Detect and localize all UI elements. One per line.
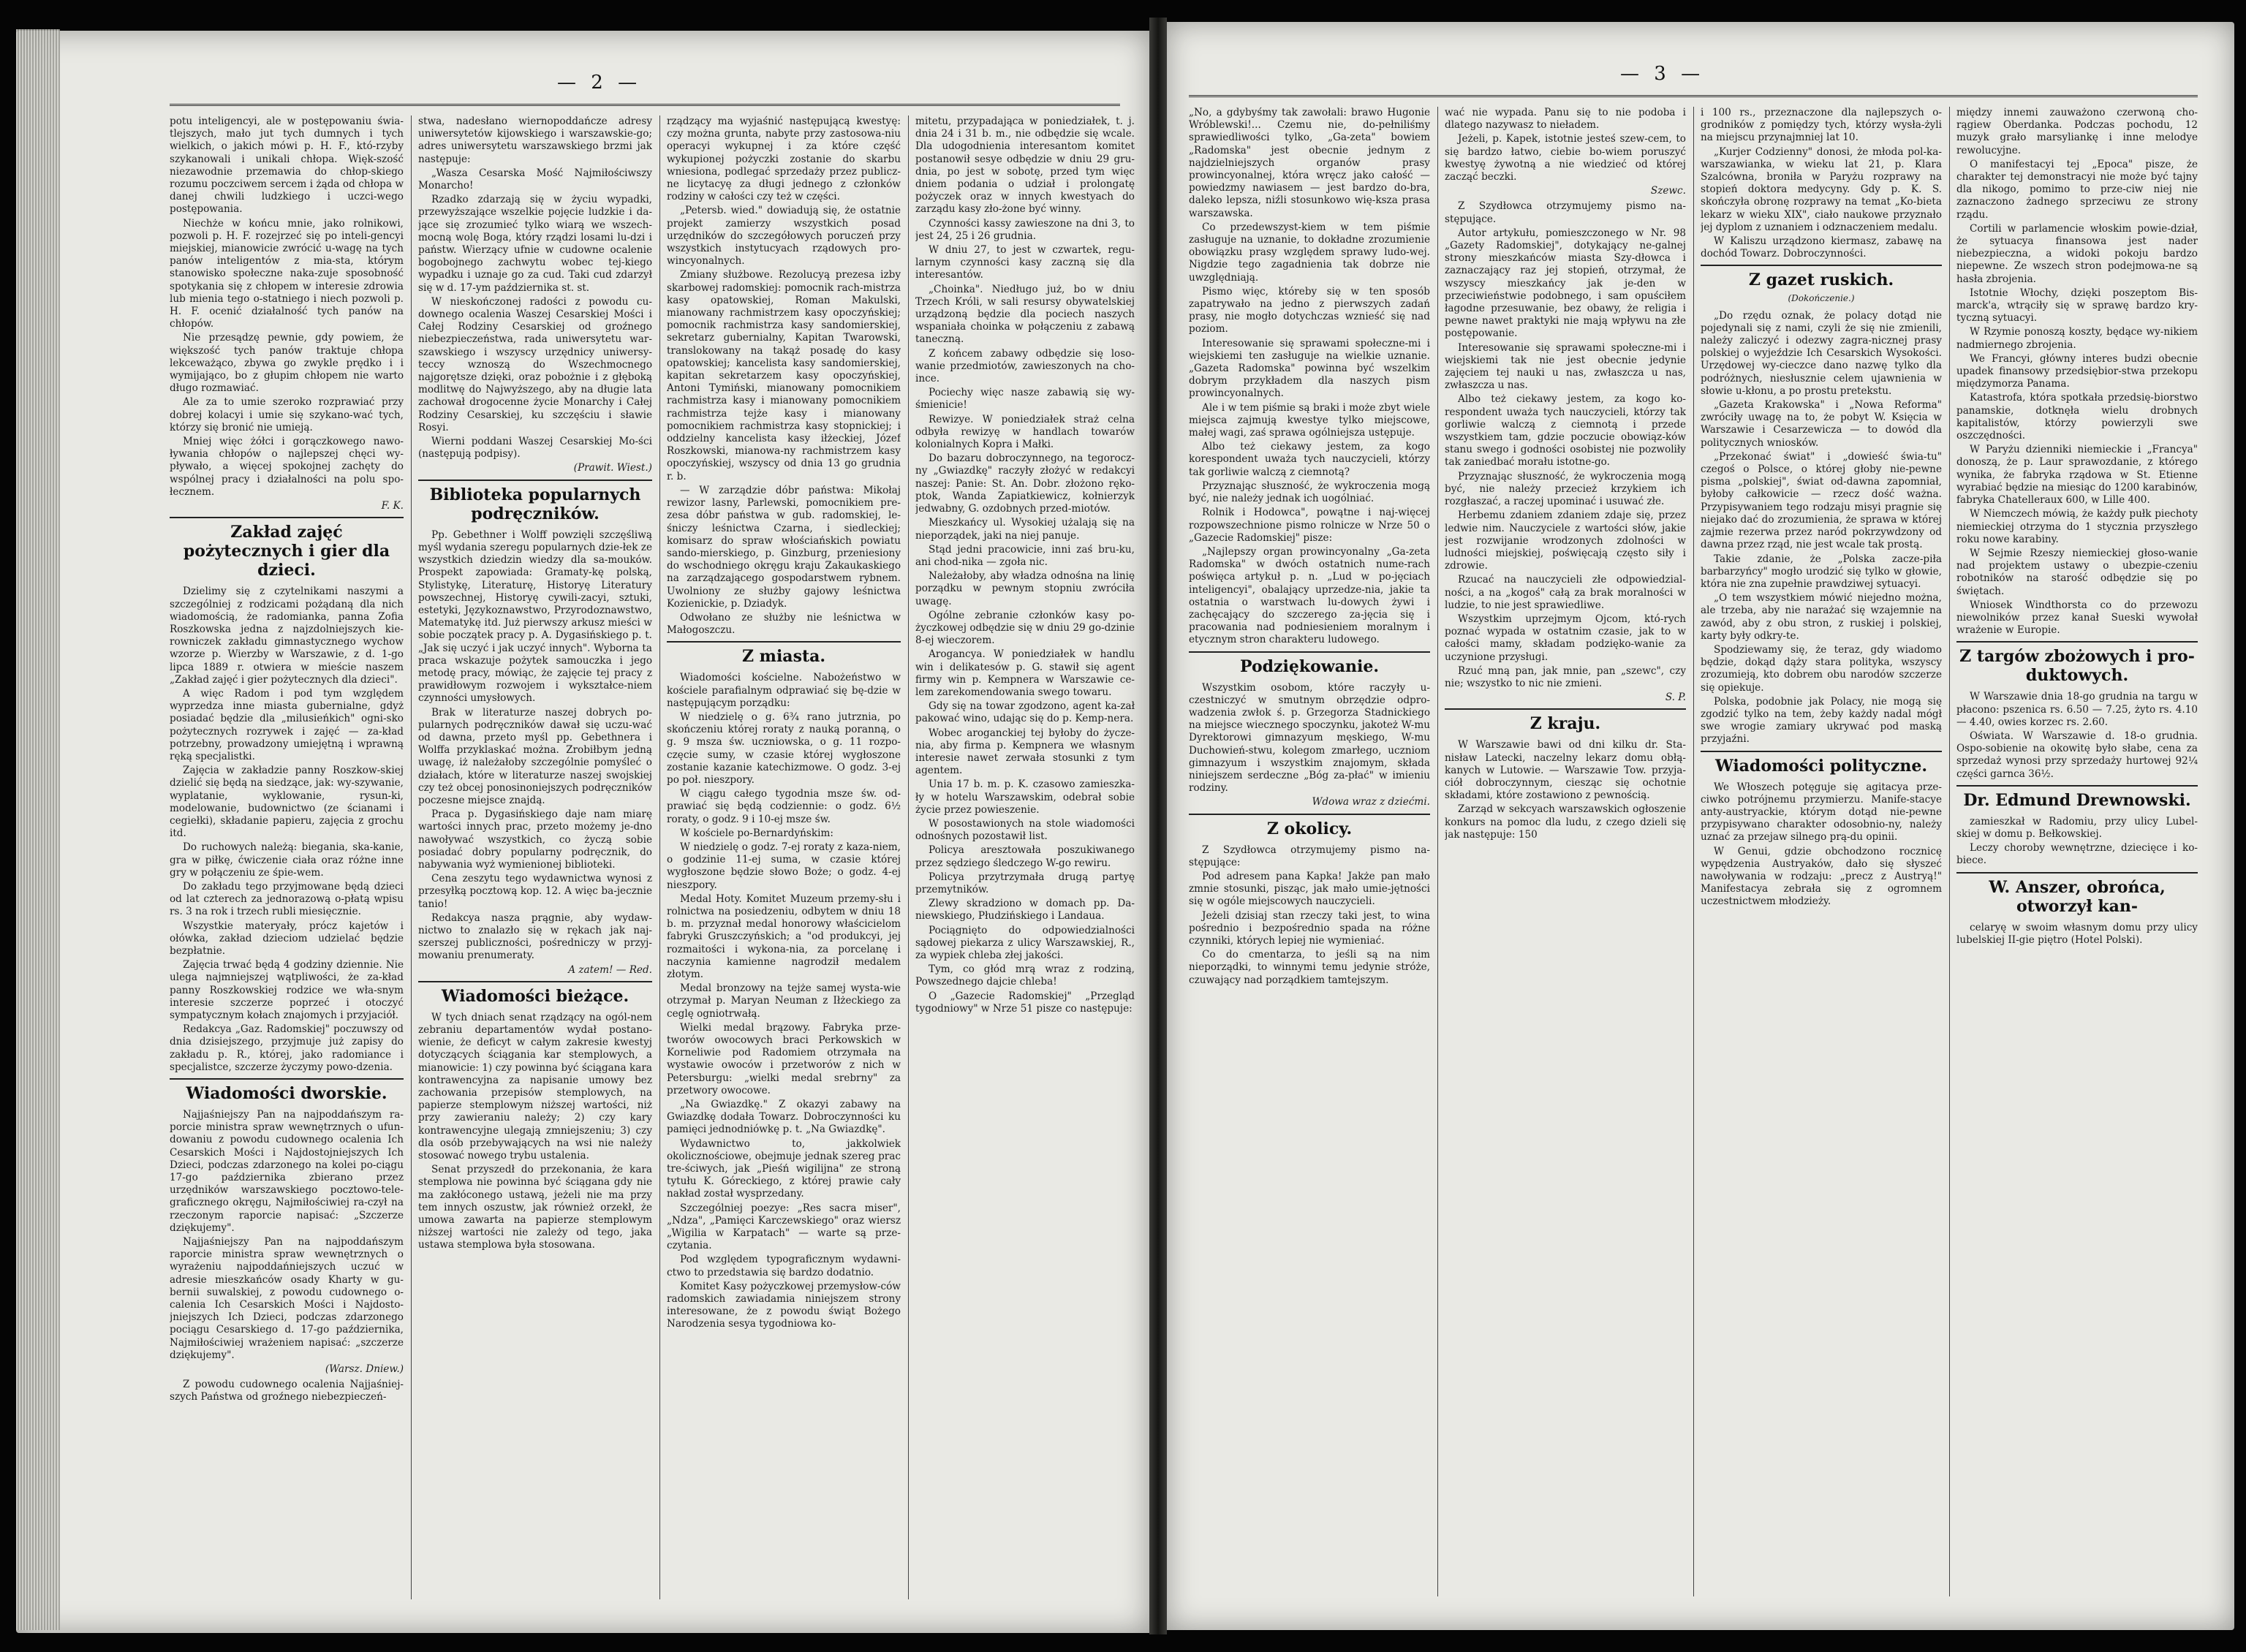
signature: A zatem! — Red. [568,963,652,976]
article-paragraph: Medal Hoty. Komitet Muzeum przemy-słu i rolnictwa na posiedzeniu, odbytem w dniu 18 b. m. przyznał medal honorowy właścicielom fabryki Gruszczyńskich; a "od produkcyi, jej rozmaitości i wykona-nia, za porcelanę i naczynia kamienne nagrodził medalem złotym. [667,893,901,980]
article-paragraph: Rzuć mną pan, jak mnie, pan „szewc", czy nie; wszystko to nic nie zmieni. [1445,664,1686,689]
article-paragraph: „Wasza Cesarska Mość Najmiłościwszy Monarcho! [418,167,652,192]
section-heading: Z okolicy. [1266,819,1353,838]
article-paragraph: W Genui, gdzie obchodzono rocznicę wypędzenia Austryaków, dało się słyszeć nawoływania w rodzaju: „precz z Austryą!" Manifestacya zebrała się z ogromnem uczestnictwem młodzieży. [1701,845,1942,908]
column-divider [1437,107,1438,1596]
section-note: (Dokończenie.) [1788,293,1855,304]
article-paragraph: Spodziewamy się, że teraz, gdy wiadomo będzie, dokąd dąży stara polityka, wszyscy zrozumieją, kto dobrem obu narodów szczerze się opiekuje. [1701,643,1942,694]
article-paragraph: Oświata. W Warszawie d. 18-o grudnia. Ospo-sobienie na okowitę było słabe, cena za sprzedaż wynosi przy sprzedaży hurtowej 92¼ części garnca 36½. [1956,730,2198,780]
article-paragraph: W Paryżu dzienniki niemieckie i „Francya" donoszą, że p. Laur sprawozdanie, z którego wynika, że fabryka rządowa w St. Etienne wyrabiać będzie na miesiąc do 1200 karabinów, fabryka Chatelleraux 600, w Lille 400. [1956,444,2198,507]
article-paragraph: Albo też ciekawy jestem, za kogo korespondent uważa tych nauczycieli, którzy tak gorliwie walczą z ciemnotą? [1189,441,1430,478]
article-paragraph: Nie przesądzę pewnie, gdy powiem, że większość tych panów traktuje chłopa lekceważąco, zbywa go zwykle prędko i i wymijająco, bo z głupim chłopem nie warto długo rozmawiać. [170,332,404,395]
article-paragraph: Praca p. Dygasińskiego daje nam miarę wartości innych prac, przeto możemy je-dno nawoływać wszystkich, co życzą sobie posiadać dobry popularny podręcznik, do nabywania wyż wymienionej biblioteki. [418,808,652,871]
section-heading: Dr. Edmund Drewnowski. [1963,790,2191,810]
article-paragraph: Wszystkim uprzejmym Ojcom, któ-rych poznać wypada w ostatnim czasie, jak to w całości mamy, składam podzięko-wanie za uczynione przysługi. [1445,613,1686,663]
article-paragraph: „Na Gwiazdkę." Z okazyi zabawy na Gwiazdkę dodała Towarz. Dobroczynności ku pamięci jednodniówkę p. t. „Na Gwiazdkę". [667,1099,901,1136]
article-paragraph: Medal bronzowy na tejże samej wysta-wie otrzymał p. Maryan Neuman z Iłżeckiego za ceglę ogniotrwałą. [667,982,901,1020]
right-page [1167,22,2234,1630]
page-number: — 3 — [1620,63,1705,85]
article-paragraph: Niechże w końcu mnie, jako rolnikowi, pozwoli p. H. F. rozejrzeć się po inteli-gencyi miejskiej, mianowicie zwrócić u-wagę na tych panów inteligentów z mia-sta, którym stanowisko społeczne naka-zuje sposobność spotykania się z chłopem w interesie zdrowia lub mienia tego o-statniego i niech pozwoli p. H. F. ocenić działalność tych panów na chłopów. [170,217,404,330]
section-heading: W. Anszer, obrońca, otworzył kan- [1989,877,2166,916]
article-paragraph: Istotnie Włochy, dzięki poszeptom Bis-marck'a, wtrąciły się w sprawę bardzo kry-tyczną sytuacyi. [1956,287,2198,325]
signature: Wdowa wraz z dziećmi. [1312,796,1430,808]
article-paragraph: Zarząd w sekcyach warszawskich ogłoszenie konkurs na pomoc dla ludu, z czego dzieli się jak następuje: 150 [1445,803,1686,841]
column-4 [1956,107,2198,1596]
article-paragraph: Pociągnięto do odpowiedzialności sądowej piekarza z ulicy Warszawskiej, R., za wypiek chleba złej jakości. [915,924,1135,961]
section-divider [1701,265,1942,266]
article-paragraph: Redakcya nasza prągnie, aby wydaw-nictwo to znalazło się w rękach jak naj-szerszej publiczności, pośredniczy w przyj-mowaniu prenumeraty. [418,912,652,962]
article-paragraph: Leczy choroby wewnętrzne, dziecięce i ko-biece. [1956,842,2198,867]
section-divider [667,641,901,643]
column-divider [411,115,412,1599]
section-divider [418,480,652,481]
section-divider [1189,814,1430,815]
article-paragraph: Rewizye. W poniedziałek straż celna odbyła rewizyę w handlach towarów kolonialnych Kopra i Małki. [915,413,1135,451]
article-paragraph: Odwołano ze służby nie leśnictwa w Małogoszczu. [667,611,901,637]
article-paragraph: Interesowanie się sprawami społeczne-mi i wiejskiemi tak nie jest obecnie jedynie zajęciem tej nauki u nas, zwłaszcza u nas, zwłaszcza u nas. [1445,341,1686,392]
section-heading: Z miasta. [741,647,826,667]
article-paragraph: Policya aresztowała poszukiwanego przez sędziego śledczego W-go rewiru. [915,844,1135,869]
article-paragraph: Z Szydłowca otrzymujemy pismo na-stępujące. [1445,200,1686,225]
signature: (Warsz. Dniew.) [325,1363,404,1376]
section-divider [1189,651,1430,653]
column-3 [1701,107,1942,1596]
article-paragraph: O „Gazecie Radomskiej" „Przegląd tygodniowy" w Nrze 51 pisze co następuje: [915,990,1135,1015]
article-paragraph: Rzucać na nauczycieli złe odpowiedzial-ności, a na „kogoś" całą za brak moralności w ludzie, to nie jest sprawiedliwe. [1445,574,1686,611]
article-paragraph: Pismo więc, któreby się w ten sposób zapatrywało na jedno z pierwszych zadań prasy, nie mogło dotychczas wznieść się nad poziom. [1189,285,1430,336]
article-paragraph: W dniu 27, to jest w czwartek, regu-larnym czynności kasy zaczną się dla interesantów. [915,244,1135,281]
article-paragraph: Czynności kassy zawieszone na dni 3, to jest 24, 25 i 26 grudnia. [915,217,1135,242]
article-paragraph: Rolnik i Hodowca", powątne i naj-więcej rozpowszechnione pismo rolnicze w Nrze 50 o „Gazecie Radomskiej" pisze: [1189,507,1430,544]
column-1 [170,115,404,1599]
article-paragraph: zamieszkał w Radomiu, przy ulicy Lubel-skiej w domu p. Bełkowskiej. [1956,815,2198,840]
left-page [16,31,1149,1633]
article-paragraph: Wiadomości kościelne. Nabożeństwo w kościele parafialnym odprawiać się bę-dzie w następującym porządku: [667,672,901,709]
article-paragraph: Pp. Gebethner i Wolff powzięli szczęśliwą myśl wydania szeregu popularnych dzie-łek ze wszystkich dziedzin wiedzy dla sa-mouków. Prospekt zapowiada: Gramaty-kę polską, Stylistykę, Literaturę, Historyę Literatury powszechnej, Historyę cywili-zacyi, sztuki, estetyki, Językoznawstwo, Przyrodoznawstwo, Matematykę itd. Już pierwszy arkusz mieści w sobie początek pracy p. A. Dygasińskiego p. t. „Jak się uczyć i jak uczyć innych". Wyborna ta praca wskazuje pożytek samouczka i jego metodę pracy, mówiąc, że zajęcie tej pracy z prawidłowym rozwojem i wykształce-niem czynności umysłowych. [418,528,652,705]
article-paragraph: Dzielimy się z czytelnikami naszymi a szczególniej z rodzicami pożądaną dla nich wiadomością, że radomianka, panna Zofia Roszkowska jedna z najzdolniejszych kie-rowniczek zakładu gimnastycznego wychow wzorze p. Wierzby w Warszawie, z d. 1-go lipca 1889 r. otwiera w mieście naszem „Zakład zajęć i gier pożytecznych dla dzieci". [170,586,404,686]
article-paragraph: „O tem wszystkiem mówić niejedno można, ale trzeba, aby nie narażać się wzajemnie na zawód, aby z obu stron, z ruskiej i polskiej, karty były odkry-te. [1701,592,1942,642]
article-paragraph: A więc Radom i pod tym względem wyprzedza inne miasta gubernialne, gdyż posiadać będzie dla „milusieńkich" ogni-sko pożytecznych rozrywek i zajęć — za-kład potrzebny, prowadzony umiejętną i wprawną ręką specjalistki. [170,687,404,762]
article-paragraph: W Kaliszu urządzono kiermasz, zabawę na dochód Towarz. Dobroczynności. [1701,235,1942,260]
article-paragraph: Stąd jedni pracowicie, inni zaś bru-ku, ani chod-nika — zgoła nic. [915,543,1135,568]
article-paragraph: „No, a gdybyśmy tak zawołali: brawo Hugonie Wróblewski!... Czemu nie, do-pełniliśmy sprawiedliwości tylko, „Ga-zeta" bowiem „Radomska" jest obecnie jednym z najdzielniejszych organów prasy prowincyonalnej, która wręcz jako całość — powiedzmy nawiasem — jest bardzo do-bra, daleko lepsza, niźli stosunkowo wię-ksza prasa warszawska. [1189,107,1430,219]
article-paragraph: Zajęcia trwać będą 4 godziny dziennie. Nie ulega najmniejszej wątpliwości, że za-kład panny Roszkowskiej rodzice we wła-snym interesie szczerze poprzeć i otoczyć sympatycznym kołach znajomych i przyjaciół. [170,959,404,1021]
section-divider [1956,641,2198,643]
column-divider [659,115,660,1599]
article-paragraph: Przyznając słuszność, że wykroczenia mogą być, nie należy jednak ich uogólniać. [1189,480,1430,505]
column-divider [1693,107,1694,1596]
section-divider [170,517,404,518]
article-paragraph: W niedzielę o godz. 7-ej roraty z kaza-niem, o godzinie 11-ej suma, w czasie której wygłoszone będzie słowo Boże; o godz. 4-ej nieszpory. [667,841,901,891]
section-heading: Wiadomości dworskie. [186,1084,387,1104]
article-paragraph: „Choinka". Niedługo już, bo w dniu Trzech Króli, w sali resursy obywatelskiej urządzoną będzie dla pociech naszych wspaniała choinka w połączeniu z zabawą taneczną. [915,283,1135,346]
section-heading: Z targów zbożowych i pro-duktowych. [1959,647,2195,686]
article-paragraph: Ale i w tem piśmie są braki i może zbyt wiele miejsca zajmują kwestye tylko miejscowe, małej wagi, zaś sprawa ogólniejsza ustępuje. [1189,401,1430,439]
article-paragraph: „Petersb. wied." dowiadują się, że ostatnie projekt zamierzy wszystkich posad urzędników do szczegółowych poruczeń przy wszystkich instytucyach rządowych pro-wincyonalnych. [667,205,901,268]
article-paragraph: We Włoszech potęguje się agitacya prze-ciwko potrójnemu przymierzu. Manife-stacye anty-austryackie, którym dotąd nie-pewne przypisywano charakter odosobnio-ny, należy uznać za przejaw silnego prą-du opinii. [1701,781,1942,844]
section-divider [418,981,652,982]
article-paragraph: Do zakładu tego przyjmowane będą dzieci od lat czterech za jednorazową o-płatą wpisu rs. 3 na rok i trzech rubli miesięcznie. [170,880,404,918]
article-paragraph: potu inteligencyi, ale w postępowaniu świa-tlejszych, mało jut tych dumnych i tych wielkich, o jakich mówi p. H. F., któ-rzyby szykanowali i unikali chłopa. Więk-szość niezawodnie przemawia do chłop-skiego rozumu poczciwem sercem i żąda od chłopa w danej chwili ludzkiego i uczci-wego postępowania. [170,115,404,216]
column-divider [908,115,909,1599]
article-paragraph: Wszystkie materyały, prócz kajetów i ołówka, zakład dzieciom udzielać będzie bezpłatnie. [170,920,404,957]
binding-gutter [1149,18,1167,1634]
article-paragraph: Co przedewszyst-kiem w tem piśmie zasługuje na uznanie, to dokładne zrozumienie obowiązku prasy względem sprawy ludo-wej. Nigdzie tego zagadnienia tak dobrze nie uwzględniają. [1189,221,1430,284]
page-stack-edge [16,29,60,1630]
signature: S. P. [1665,692,1686,704]
article-paragraph: — W zarządzie dóbr państwa: Mikołaj rewizor lasny, Parlewski, pomocnikiem pre-zesa dóbr państwa w gub. radomskiej, le-śniczy leśnictwa Czarna, i siedleckiej; komisarz do spraw włościańskich powiatu sando-mierskiego, p. Ginzburg, przeniesiony do wschodniego okręgu kraju Zakaukaskiego na zarządzającego gospodarstwem rybnem. Uwolniony ze służby gajowy leśnictwa Kozienickie, p. Dziadyk. [667,484,901,610]
section-divider [1956,872,2198,874]
article-paragraph: Ale za to umie szeroko rozprawiać przy dobrej kolacyi i umie się szykano-wać tych, którzy się bronić nie umieją. [170,396,404,433]
article-paragraph: Komitet Kasy pożyczkowej przemysłow-ców radomskich zawiadamia niniejszem strony interesowane, że z powodu świąt Bożego Narodzenia sesya tygodniowa ko- [667,1280,901,1330]
article-paragraph: Redakcya „Gaz. Radomskiej" poczuwszy od dnia dzisiejszego, przyjmuje już zapisy do zakładu p. R., której, jako radomiance i specjalistce, szczerze życzymy powo-dzenia. [170,1023,404,1073]
signature: (Prawit. Wiest.) [573,462,652,474]
article-paragraph: Mniej więc żółci i gorączkowego nawo-ływania chłopów o najlepszej chęci wy-pływało, a więcej spokojnej zachęty do wspólnej pracy i działalności na polu spo-łecznem. [170,436,404,498]
article-paragraph: Katastrofa, która spotkała przedsię-biorstwo panamskie, dotknęła wielu drobnych kapitalistów, którzy powierzyli swe oszczędności. [1956,392,2198,442]
article-paragraph: Jeżeli dzisiaj stan rzeczy taki jest, to wina pośrednio i bezpośrednio spada na różne czynniki, których lepiej nie wymieniać. [1189,909,1430,947]
article-paragraph: Herbemu zdaniem zdaniem zdaje się, przez ledwie nim. Nauczyciele z wartości słów, jakie jest rozwijanie wrodzonych zdolności w ludności miejskiej, poświęcają często siły i zdrowie. [1445,509,1686,572]
section-divider [1956,785,2198,787]
article-paragraph: Interesowanie się sprawami społeczne-mi i wiejskiemi ten zasługuje na wielkie uznanie. „Gazeta Radomska" powinna być wszelkim dobrym przykładem dla naszych pism prowincyonalnych. [1189,337,1430,400]
section-heading: Zakład zajęć pożytecznych i gier dla dzieci. [183,523,390,580]
article-paragraph: stwa, nadesłano wiernopoddańcze adresy uniwersytetów kijowskiego i warszawskie-go; adres uniwersytetu warszawskiego brzmi jak następuje: [418,115,652,165]
column-3 [667,115,901,1599]
section-heading: Wiadomości bieżące. [441,986,629,1006]
article-paragraph: Wszystkim osobom, które raczyły u-czestniczyć w smutnym obrzędzie odpro-wadzenia zwłok ś. p. Grzegorza Stadnickiego na miejsce wiecznego spoczynku, jakoteż W-mu Dyrektorowi gimnazyum męskiego, W-mu Duchowień-stwu, kolegom zmarłego, uczniom gimnazyum i wszystkim znajomym, składa niniejszem serdeczne „Bóg za-płać" w imieniu rodziny. [1189,681,1430,795]
article-paragraph: Co do cmentarza, to jeśli są na nim nieporządki, to winnymi temu jedynie stróże, czuwający nad porządkiem tamtejszym. [1189,949,1430,986]
article-paragraph: W Niemczech mówią, że każdy pułk piechoty niemieckiej otrzyma do 1 stycznia przyszłego roku nowe karabiny. [1956,508,2198,545]
article-paragraph: W Warszawie dnia 18-go grudnia na targu w płacono: pszenica rs. 6.50 — 7.25, żyto rs. 4.10 — 4.40, owies korzec rs. 2.60. [1956,691,2198,728]
article-paragraph: Wielki medal brązowy. Fabryka prze-tworów owocowych braci Perkowskich w Korneliwie pod Radomiem otrzymała na wystawie owoców i przetworów z nich w Petersburgu: „wielki medal srebrny" za przetwory owocowe. [667,1021,901,1096]
article-paragraph: Senat przyszedł do przekonania, że kara stemplowa nie powinna być ściągana gdy nie ma zakłóconego ustawą, jeżeli nie ma przy tem innych oszustw, jak również orzekł, że umowa zawarta na papierze stemplowym niższej wartości nie zależy od tego, jaka ustawa stemplowa była stosowana. [418,1164,652,1251]
article-paragraph: wać nie wypada. Panu się to nie podoba i dlatego nazywasz to nieładem. [1445,107,1686,132]
column-1 [1189,107,1430,1596]
article-paragraph: Cortili w parlamencie włoskim powie-dział, że sytuacya finansowa jest nader niebezpieczna, a widoki pokoju bardzo niepewne. Ze wszech stron podejmowa-ne są hasła zbrojenia. [1956,222,2198,285]
article-paragraph: „Do rzędu oznak, że polacy dotąd nie pojedynali się z nami, czyli że się nie zmienili, należy zaliczyć i odezwy zagra-nicznej prasy polskiej o wyjeździe Ich Cesarskich Wysokości. Urzędowej wy-cieczce dano nazwę tylko dla podróżnych, niesłusznie celem ujawnienia w słowie u-kłonu, a po prostu pretekstu. [1701,309,1942,397]
article-paragraph: Z Szydłowca otrzymujemy pismo na-stępujące: [1189,844,1430,868]
article-paragraph: Pod adresem pana Kapka! Jakże pan mało zmnie stosunki, pisząc, jak mało umie-jętności się w ogóle miejscowych nauczycieli. [1189,870,1430,908]
article-paragraph: mitetu, przypadająca w poniedziałek, t. j. dnia 24 i 31 b. m., nie odbędzie się wcale. Dla udogodnienia interesantom komitet postanowił sesye odbędzie w dniu 29 gru-dnia, po jest w sobotę, przed tym więc dniem podania o udział i prolongatę pożyczek oraz w innych kwestyach do zarządu kasy zło-żone być winny. [915,115,1135,216]
article-paragraph: W Warszawie bawi od dni kilku dr. Sta-nisław Latecki, naczelny lekarz domu obłą-kanych w Lutowie. — Warszawie Tow. przyja-ciół dobroczynnym, ciesząc się ochotnie składami, które zostawiono z pewnością. [1445,739,1686,802]
signature: F. K. [381,500,404,512]
section-heading: Podziękowanie. [1240,656,1379,676]
article-paragraph: Wobec aroganckiej tej byłoby do życze-nia, aby firma p. Kempnera we własnym interesie nawet zerwała stosunki z tym agentem. [915,727,1135,777]
article-paragraph: Tym, co głód mrą wraz z rodziną, Powszednego dajcie chleba! [915,963,1135,988]
article-paragraph: Zmiany służbowe. Rezolucyą prezesa izby skarbowej radomskiej: pomocnik rach-mistrza kasy opatowskiej, Roman Makulski, mianowany rachmistrzem kasy opoczyńskiej; pomocnik rachmistrza kasy sandomierskiej, sekretarz gubernialny, Kapitan Twarowski, translokowany na takąż posadę do kasy opatowskiej; kancelista kasy sandomierskiej, kapitan sekretarzem kasy opoczyńskiej, Antoni Tymiński, mianowany pomocnikiem rachmistrza kasy i mianowany pomocnikiem rachmistrza tejże kasy i mianowany pomocnikiem rachmistrza kasy stopnickiej; i oddzielny kancelista kasy iłżeckiej, Józef Roszkowski, mianowa-ny rachmistrzem kasy opoczyńskiej, wszyscy od dnia 13 go grudnia r. b. [667,269,901,482]
article-paragraph: W nieskończonej radości z powodu cu-downego ocalenia Waszej Cesarskiej Mości i Całej Rodziny Cesarskiej od groźnego niebezpieczeństwa, rada uniwersytetu war-szawskiego i wszyscy urzędnicy uniwersy-teccy wznoszą do Wszechmocnego najgorętsze dzięki, oraz pobożnie i z głęboką modlitwę do Najwyższego, aby na długie lata zachował drogocenne życie Monarchy i Całej Rodziny Cesarskiej, ku szczęściu i sławie Rosyi. [418,295,652,433]
article-paragraph: W kościele po-Bernardyńskim: [680,827,833,839]
article-paragraph: W posostawionych na stole wiadomości odnośnych pozostawił list. [915,817,1135,843]
article-paragraph: „Najlepszy organ prowincyonalny „Ga-zeta Radomska" w dwóch ostatnich nume-rach poświęca artykuł p. n. „Lud w po-jęciach inteligencyi", obalający uprzedze-nia, jakie ta ostatnia o warstwach lu-dowych żywi i zachęcający do szczerego za-jęcia się i pracowania nad podniesieniem moralnym i etycznym stron charakteru ludowego. [1189,545,1430,646]
article-paragraph: O manifestacyi tej „Epoca" pisze, że charakter tej demonstracyi nie może być tajny dla nikogo, pomimo to prze-ciw niej nie zaznaczono żadnego sprzeciwu ze strony rządu. [1956,158,2198,221]
article-paragraph: Arogancya. W poniedziałek w handlu win i delikatesów p. G. stawił się agent firmy win p. Kempnera w Warszawie ce-lem zarekomendowania swego towaru. [915,648,1135,698]
article-paragraph: Do bazaru dobroczynnego, na tegorocz-ny „Gwiazdkę" raczyły złożyć w redakcyi naszej: Panie: St. An. Dobr. złożono ręko-ptok, Wanda Zapiatkiewicz, kołnierzyk jedwabny, G. ozdobnych przed-miotów. [915,452,1135,515]
article-paragraph: Szczególniej poezye: „Res sacra miser", „Ndza", „Pamięci Karczewskiego" oraz wiersz „Wigilia w Karpatach" — warte są prze-czytania. [667,1202,901,1252]
section-divider [1445,708,1686,710]
article-paragraph: W niedzielę o g. 6¾ rano jutrznia, po skończeniu której roraty z nauką poranną, o g. 9 msza św. uczniowska, o g. 11 rozpo-częcie sumy, w czasie której wygłoszone zostanie kazanie katechizmowe. O godz. 3-ej po poł. nieszpory. [667,711,901,786]
article-paragraph: rządzący ma wyjaśnić następującą kwestyę: czy można grunta, nabyte przy zastosowa-niu operacyi wykupnej i za które część wykupionej pożyczki zostanie do skarbu wniesiona, podlegać sprzedaży przez publicz-ne licytacyę za długi jednego z członków rodziny w całości czy też w części. [667,115,901,203]
section-divider [1701,751,1942,752]
article-paragraph: i 100 rs., przeznaczone dla najlepszych o-grodników z pomiędzy tych, którzy wysła-żyli na miejscu przynajmniej lat 10. [1701,107,1942,144]
article-paragraph: „Kurjer Codzienny" donosi, że młoda pol-ka-warszawianka, w wieku lat 21, p. Klara Szalcówna, broniła w Paryżu rozprawy na stopień doktora medycyny. Gdy p. K. S. skończyła obronę rozprawy na temat „Ko-bieta lekarz w wieku XIX", ciało naukowe przyznało jej dyplom z uznaniem i odznaczeniem medalu. [1701,145,1942,233]
article-paragraph: Należałoby, aby władza odnośna na linię porządku w pewnym stopniu zwróciła uwagę. [915,570,1135,607]
article-paragraph: Z powodu cudownego ocalenia Najjaśniej-szych Państwa od groźnego niebezpieczeń- [170,1379,404,1403]
section-divider [170,1078,404,1080]
section-heading: Biblioteka popularnych podręczników. [429,485,641,523]
column-divider [1949,107,1950,1596]
article-paragraph: Mieszkańcy ul. Wysokiej użalają się na nieporządek, jaki na niej panuje. [915,517,1135,542]
signature: Szewc. [1650,185,1686,197]
header-rule [1189,95,2198,97]
article-paragraph: między innemi zauważono czerwoną cho-rągiew Oberdanka. Podczas pochodu, 12 muzyk grało marsyliankę i inne melodye rewolucyjne. [1956,107,2198,156]
article-paragraph: celaryę w swoim własnym domu przy ulicy lubelskiej II-gie piętro (Hotel Polski). [1956,921,2198,946]
header-rule [170,104,1120,106]
article-paragraph: Najjaśniejszy Pan na najpoddańszym ra-porcie ministra spraw wewnętrznych o ufun-dowaniu z powodu cudownego ocalenia Ich Cesarskich Mości i Najdostojniejszych Ich Dzieci, podczas zdarzonego na kolei po-ciągu 17-go października zbierano przez urzędników warszawskiego pocztowo-tele-graficznego okręgu, Najmiłościwiej ra-czył na rzeczonym raporcie napisać: „Szczerze dziękujemy". [170,1109,404,1234]
column-2 [1445,107,1686,1596]
article-paragraph: Brak w literaturze naszej dobrych po-pularnych podręczników dawał się uczu-wać od dawna, przeto myśl pp. Gebethnera i Wolffa przyklaskać można. Zrobiłbym jedną uwagę, iż należałoby szczególnie pomyśleć o działach, które w literaturze naszej swojskiej czy też obcej ponosinoniejszych podręczników poczesne miejsce znajdą. [418,706,652,806]
article-paragraph: Policya przytrzymała drugą partyę przemytników. [915,871,1135,895]
article-paragraph: Najjaśniejszy Pan na najpoddańszym raporcie ministra spraw wewnętrznych o wyrażeniu najpoddańniejszych uczuć w adresie mieszkańców osady Kharty w gu-bernii suwalskiej, z powodu cudownego o-calenia Ich Cesarskich Mości i Najdosto-jniejszych Ich Dzieci, podczas zdarzonego pociągu Cesarskiego d. 17-go października, Najmiłościwiej wrażeniem napisać: „szczerze dziękujemy". [170,1236,404,1361]
article-paragraph: Do ruchowych należą: biegania, ska-kanie, gra w piłkę, ćwiczenie ciała oraz różne inne gry w połączeniu ze śpie-wem. [170,841,404,879]
article-paragraph: Ogólne zebranie członków kasy po-życzkowej odbędzie się w dniu 29 go-dzinie 8-ej wieczorem. [915,609,1135,647]
article-paragraph: Zlewy skradziono w domach pp. Da-niewskiego, Płudzińskiego i Landaua. [915,898,1135,922]
article-paragraph: W Sejmie Rzeszy niemieckiej głoso-wanie nad projektem ustawy o ubezpie-czeniu robotników na starość odbędzie się po świętach. [1956,547,2198,597]
article-paragraph: We Francyi, główny interes budzi obecnie upadek finansowy przedsiębior-stwa przekopu międzymorza Panama. [1956,352,2198,390]
section-heading: Wiadomości polityczne. [1715,756,1927,776]
article-paragraph: Jeżeli, p. Kapek, istotnie jesteś szew-cem, to się bardzo łatwo, ciebie bo-wiem poruszyć kwestyę żywotną a nie wiedzieć od której zacząć beczki. [1445,133,1686,183]
article-paragraph: Polska, podobnie jak Polacy, nie mogą się zgodzić tylko na tem, żeby każdy nadal mógł swe wrogie zamiary ukrywać pod maską przyjaźni. [1701,695,1942,746]
article-paragraph: Rzadko zdarzają się w życiu wypadki, przewyższające wszelkie pojęcie ludzkie i da-jące się zrozumieć tylko wiarą we wszech-mocną wolę Boga, który rządzi losami lu-dzi i państw. Wierzący ufnie w cudowne ocalenie bogobojnego zachwytu wobec tej-kiego wypadku i uznaje go za cud. Taki cud zdarzył się w d. 17-ym października st. st. [418,194,652,294]
column-2 [418,115,652,1599]
article-paragraph: Gdy się na towar zgodzono, agent ka-zał pakować wino, udając się do p. Kemp-nera. [915,700,1135,725]
article-paragraph: Wniosek Windthorsta co do przewozu niewolników przez kanał Sueski wywołał wrażenie w Europie. [1956,599,2198,637]
section-heading: Z gazet ruskich. [1748,270,1894,290]
article-paragraph: Zajęcia w zakładzie panny Roszkow-skiej dzielić się będą na siedzące, jak: wy-szywanie, wyplatanie, wyklowanie, rysun-ki, modelowanie, budownictwo (ze ścianami i cegiełki), składanie papieru, zajęcia z grochu itd. [170,765,404,840]
article-paragraph: „Gazeta Krakowska" i „Nowa Reforma" zwróciły uwagę na to, że pobyt W. Księcia w Warszawie i Cesarzewicza — to dowód dla politycznych wniosków. [1701,399,1942,449]
article-paragraph: Pod względem typograficznym wydawni-ctwo to przedstawia się bardzo dodatnio. [667,1254,901,1278]
article-paragraph: Wydawnictwo to, jakkolwiek okolicznościowe, obejmuje jednak szereg prac tre-ściwych, jak „Pieśń wigilijna" ze stroną tytułu K. Góreckiego, z której prawie cały nakład został wysprzedany. [667,1137,901,1200]
article-paragraph: Takie zdanie, że „Polska zacze-piła barbarzyńcy" mogło urodzić się tylko w głowie, która nie zna zupełnie prawdziwej sytuacyi. [1701,553,1942,590]
article-paragraph: W Rzymie ponoszą koszty, będące wy-nikiem nadmiernego zbrojenia. [1956,326,2198,351]
article-paragraph: Autor artykułu, pomieszczonego w Nr. 98 „Gazety Radomskiej", dotykający ne-galnej strony mieszkańców miasta Szy-dłowca i zaznaczający raz jej stopień, otrzymał, że wszyscy mieszkańcy jak je-den w przeciwieństwie podobnego, i sam opuściłem łagodne przesuwanie, bez obawy, że religia i pewne nawet praktyki nie mają wpływu na złe postępowanie. [1445,227,1686,340]
article-paragraph: Z końcem zabawy odbędzie się loso-wanie przedmiotów, zawieszonych na cho-ince. [915,347,1135,385]
section-heading: Z kraju. [1530,714,1601,734]
article-paragraph: W tych dniach senat rządzący na ogól-nem zebraniu departamentów wydał postano-wienie, że deficyt w całym zakresie kwestyj dotyczących ściągania kar stemplowych, a mianowicie: 1) czy powinna być ściągana kara kontrawencyjna za napisanie umowy bez zachowania przepisów stemplowych, na papierze stemplowym niższej wartości, niż przy zawieraniu należy; 2) czy kary kontrawencyjne ulegają zmniejszeniu; 3) czy dla osób przebywających na wsi nie należy stosować nowego trybu ustalenia. [418,1011,652,1162]
article-paragraph: W ciągu całego tygodnia msze św. od-prawiać się będą codziennie: o godz. 6½ roraty, o godz. 9 i 10-ej msze św. [667,788,901,825]
article-paragraph: Unia 17 b. m. p. K. czasowo zamieszka-ły w hotelu Warszawskim, odebrał sobie życie przez powieszenie. [915,778,1135,816]
page-number: — 2 — [557,72,642,94]
article-paragraph: Pociechy więc nasze zabawią się wy-śmienicie! [915,387,1135,412]
article-paragraph: Wierni poddani Waszej Cesarskiej Mo-ści (następują podpisy). [418,436,652,461]
article-paragraph: Cena zeszytu tego wydawnictwa wynosi z przesyłką pocztową kop. 12. A więc ba-jecznie tanio! [418,873,652,910]
column-4 [915,115,1135,1599]
article-paragraph: Przyznając słuszność, że wykroczenia mogą być, nie należy przecież krzykiem ich rozgłaszać, a raczej upominać i usuwać złe. [1445,470,1686,508]
article-paragraph: Albo też ciekawy jestem, za kogo ko-respondent uważa tych nauczycieli, którzy tak gorliwie walczą z ciemnotą i przede wszystkiem tam, gdzie poczucie obowiąz-ków stanu swego i godności osobistej nie pozwoliły tak zaniedbać morału istotne-go. [1445,393,1686,469]
article-paragraph: „Przekonać świat" i „dowieść świa-tu" czegoś o Polsce, o której głoby nie-pewne pisma „polskiej", świat od-dawna zapomniał, byłoby całkowicie — rzecz dość ważna. Przypisywaniem tego rodzaju misyi pragnie się niejako dać do zrozumienia, że sprawa w której zajmie rezerwa przez naród pokrzywdzony od dawna przez rząd, nie jest wcale tak prostą. [1701,450,1942,551]
